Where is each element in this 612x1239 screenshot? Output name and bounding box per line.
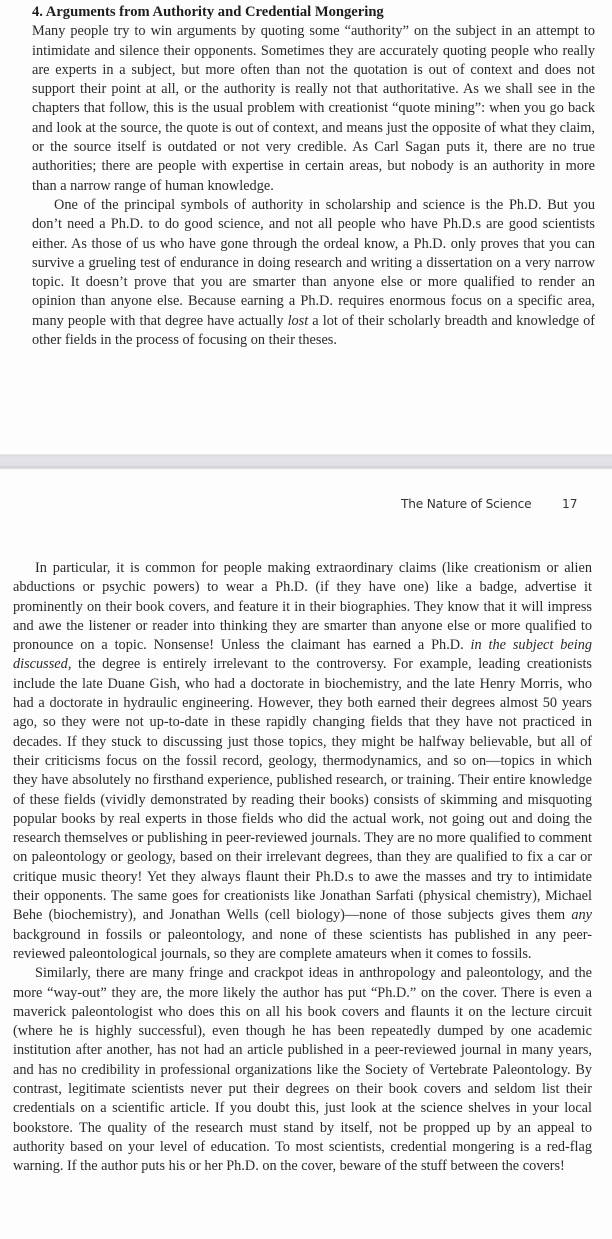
document-page-1	[0, 0, 612, 454]
text-run: , the degree is entirely irrelevant to the controversy. For example, leading creationists include the late Duane Gish, who had a doctorate in biochemistry, and the late Henry Morris, who had a doctorate in hydraulic engineering. However, they both earned their degrees almost 50 years ago, so they were not up-to-date in these rapidly changing fields that they have not practiced in decades. If they stuck to discussing just those topics, they might be halfway believable, but all of their criticisms focus on the fossil record, geology, thermodynamics, and so on—topics in which they have absolutely no firsthand experience, published research, or training. Their entire knowledge of these fields (vividly demonstrated by reading their books) consists of skimming and misquoting popular books by real experts in those fields who did the actual work, not going out and doing the research themselves or publishing in peer-reviewed journals. They are no more qualified to comment on paleontology or geology, based on their irrelevant degrees, than they are qualified to fix a car or critique music theory! Yet they always flaunt their Ph.D.s to awe the masses and try to intimidate their opponents. The same goes for creationists like Jonathan Sarfati (physical chemistry), Michael Behe (biochemistry), and Jonathan Wells (cell biology)—none of those subjects gives them	[13, 656, 592, 924]
page-2-body	[13, 559, 592, 1177]
paragraph	[13, 559, 592, 964]
page-break-separator	[0, 454, 612, 470]
italic-run: lost	[287, 312, 309, 329]
document-page-2	[0, 470, 612, 1239]
page-1-body	[32, 3, 595, 350]
page-number: 17	[562, 497, 578, 511]
paragraph	[13, 964, 592, 1176]
text-run: In particular, it is common for people making extraordinary claims (like creationism or alien abductions or psychic powers) to wear a Ph.D. (if they have one) like a badge, advertise it prominently on their book covers, and feature it in their biographies. They know that it will impress and awe the listener or reader into thinking they are smarter than anyone else or more qualified to pronounce on a topic. Nonsense! Unless the claimant has earned a Ph.D.	[13, 560, 592, 654]
text-run: Similarly, there are many fringe and crackpot ideas in anthropology and paleontology, and the more “way-out” they are, the more likely the author has put “Ph.D.” on the cover. There is even a maverick paleontologist who does this on all his book covers and flaunts it on the lecture circuit (where he is highly successful), even though he has been repeatedly dumped by one academic institution after another, has not had an article published in a peer-reviewed journal in many years, and has no credibility in professional organizations like the Society of Vertebrate Paleontology. By contrast, legitimate scientists never put their degrees on their book covers and seldom list their credentials on a scientific article. If you doubt this, just look at the science shelves in your local bookstore. The quality of the research must stand by itself, not be propped up by an appeal to authority based on your level of education. To most scientists, credential mongering is a red-flag warning. If the author puts his or her Ph.D. on the cover, beware of the stuff between the covers!	[13, 965, 592, 1175]
text-run: background in fossils or paleontology, and none of these scientists has published in any peer-reviewed paleontological journals, so they are complete amateurs when it comes to fossils.	[13, 926, 592, 962]
paragraph	[32, 196, 595, 350]
text-run: Many people try to win arguments by quoting some “authority” on the subject in an attempt to intimidate and silence their opponents. Sometimes they are accurately quoting people who really are experts in a subject, but more often than not the quotation is out of context and does not support their point at all, or the authority is really not that authoritative. As we shall see in the chapters that follow, this is the usual problem with creationist “quote mining”: when you go back and look at the source, the quote is out of context, and means just the opposite of what they claim, or the source itself is outdated or not very credible. As Carl Sagan puts it, there are no true authorities; there are people with expertise in certain areas, but nobody is an authority in more than a narrow range of human knowledge.	[32, 23, 595, 194]
text-run: One of the principal symbols of authority in scholarship and science is the Ph.D. But you don’t need a Ph.D. to do good science, and not all people who have Ph.D.s are good scientists either. As those of us who have gone through the ordeal know, a Ph.D. only proves that you can survive a grueling test of endurance in doing research and writing a dissertation on a very narrow topic. It doesn’t prove that you are smarter than anyone else or more qualified to render an opinion than anyone else. Because earning a Ph.D. requires enormous focus on a specific area, many people with that degree have actually	[32, 196, 595, 329]
italic-run: in the subject being discussed	[13, 637, 592, 673]
running-head: The Nature of Science	[401, 497, 532, 511]
section-heading: 4. Arguments from Authority and Credential Mongering	[32, 4, 384, 20]
paragraph	[32, 22, 595, 196]
text-run: a lot of their scholarly breadth and knowledge of other fields in the process of focusing on their theses.	[32, 312, 595, 349]
italic-run: any	[571, 907, 592, 924]
